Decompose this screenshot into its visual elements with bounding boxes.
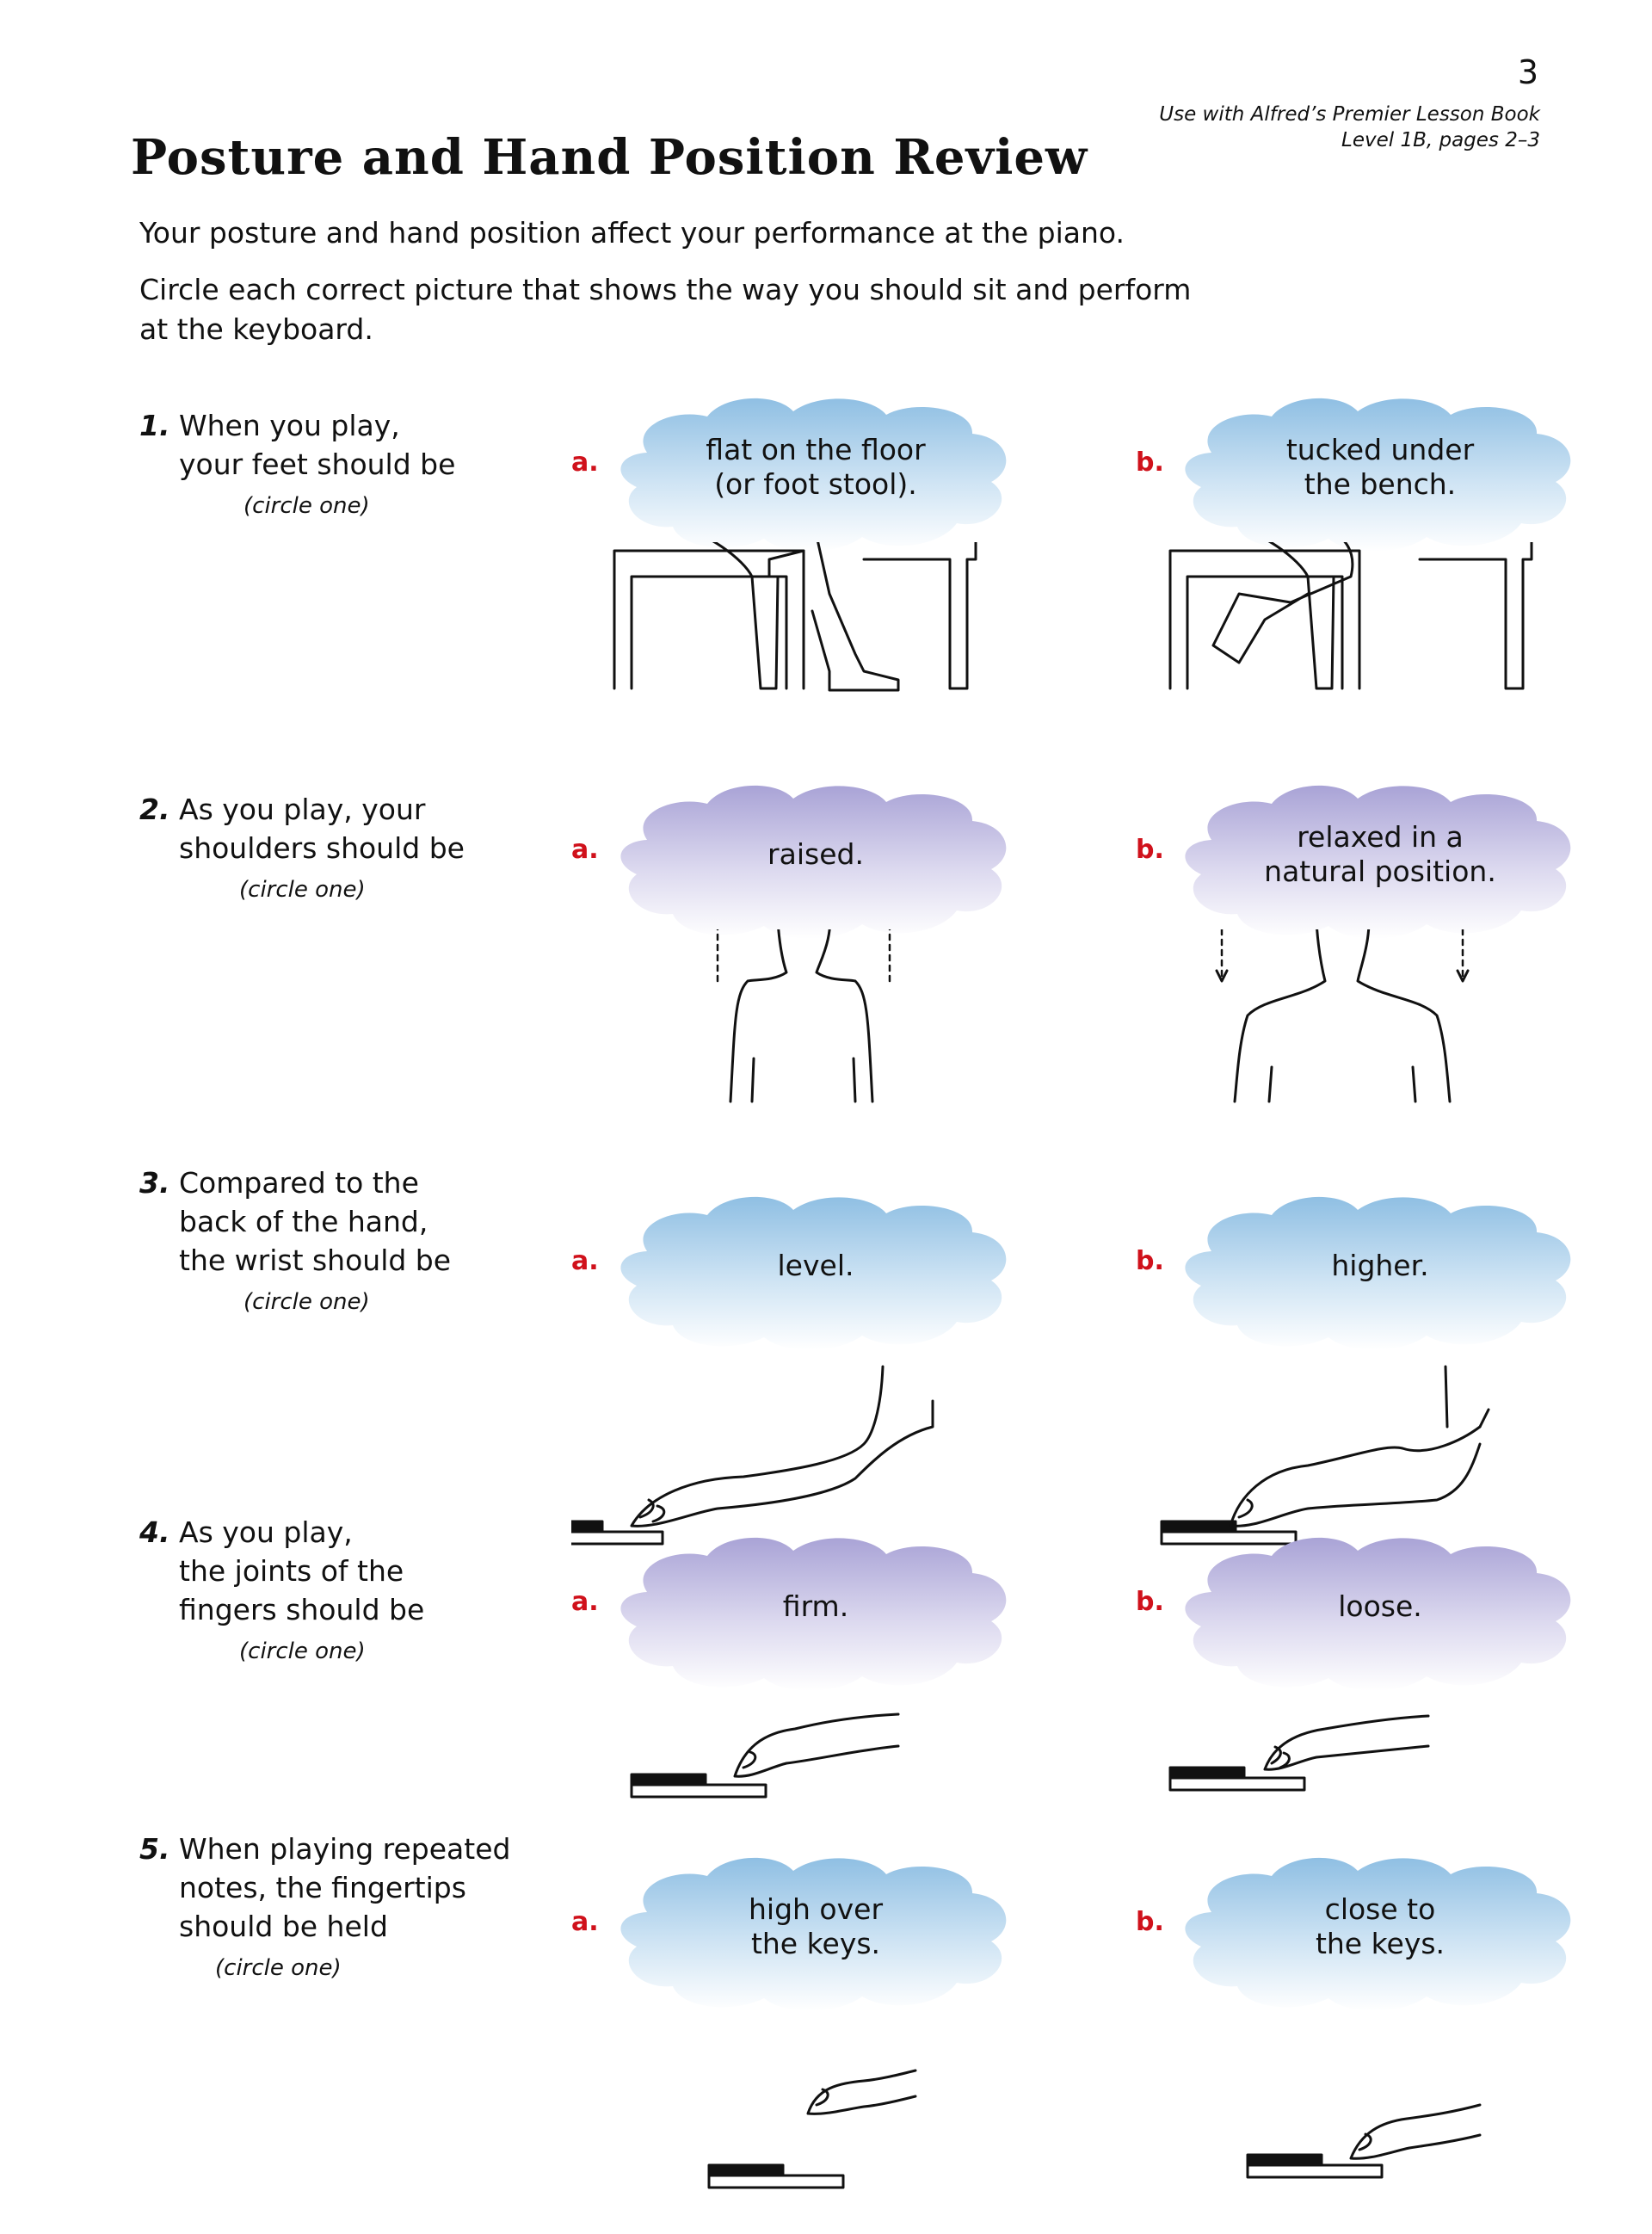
- option-text: firm.: [782, 1589, 849, 1623]
- question-number: 3.: [139, 1166, 170, 1200]
- question-number: 4.: [139, 1515, 170, 1549]
- question-text: As you play, the joints of the fingers should be: [179, 1515, 425, 1626]
- page-number: 3: [1517, 53, 1538, 91]
- option-text: raised.: [767, 837, 864, 871]
- question-5-option-a[interactable]: [571, 1892, 1019, 2234]
- question-number: 5.: [139, 1832, 170, 1866]
- option-letter: b.: [1136, 835, 1164, 865]
- question-3-option-b[interactable]: [1136, 1246, 1583, 1573]
- source-note-line-1: Use with Alfred’s Premier Lesson Book: [1159, 103, 1540, 126]
- question-hint: (circle one): [243, 493, 370, 519]
- option-letter: b.: [1136, 447, 1164, 478]
- option-text: high over the keys.: [748, 1892, 884, 1960]
- option-text: close to the keys.: [1315, 1892, 1446, 1960]
- feet-tucked-illustration: [1136, 542, 1583, 774]
- source-note-line-2: Level 1B, pages 2–3: [1341, 129, 1540, 151]
- question-4: [139, 1513, 535, 1671]
- page-title: Posture and Hand Position Review: [131, 129, 1088, 186]
- option-text: flat on the floor (or foot stool).: [706, 433, 926, 501]
- question-hint: (circle one): [239, 1638, 366, 1664]
- question-1-option-a[interactable]: [571, 433, 1019, 774]
- question-text: When playing repeated notes, the fingertips should be held: [179, 1832, 511, 1943]
- question-number: 1.: [139, 409, 170, 442]
- option-letter: a.: [571, 1907, 599, 1937]
- question-3-option-a[interactable]: [571, 1246, 1019, 1573]
- option-text: relaxed in a natural position.: [1264, 820, 1496, 888]
- option-text: higher.: [1331, 1249, 1429, 1282]
- fingertips-close-illustration: [1136, 2002, 1583, 2234]
- question-3: [139, 1163, 535, 1322]
- question-text: When you play, your feet should be: [179, 409, 456, 481]
- option-letter: b.: [1136, 1587, 1164, 1617]
- option-text: loose.: [1338, 1589, 1422, 1623]
- option-letter: a.: [571, 447, 599, 478]
- option-letter: b.: [1136, 1907, 1164, 1937]
- question-2-option-a[interactable]: [571, 835, 1019, 1162]
- question-hint: (circle one): [215, 1955, 342, 1981]
- question-2: [139, 790, 535, 910]
- question-5: [139, 1830, 535, 1988]
- option-letter: a.: [571, 1587, 599, 1617]
- question-number: 2.: [139, 793, 170, 826]
- shoulders-relaxed-illustration: [1136, 929, 1583, 1162]
- intro-line-2: Circle each correct picture that shows the way you should sit and perform at the keyboard.: [139, 273, 1192, 346]
- fingertips-high-illustration: [571, 2002, 1019, 2234]
- source-note: [1159, 102, 1540, 153]
- option-letter: a.: [571, 835, 599, 865]
- question-text: Compared to the back of the hand, the wrist should be: [179, 1166, 452, 1277]
- option-letter: a.: [571, 1246, 599, 1276]
- question-text: As you play, your shoulders should be: [179, 793, 465, 865]
- shoulders-raised-illustration: [571, 929, 1019, 1162]
- question-1: [139, 406, 535, 526]
- option-letter: b.: [1136, 1246, 1164, 1276]
- option-text: level.: [777, 1249, 854, 1282]
- question-2-option-b[interactable]: [1136, 820, 1583, 1162]
- option-text: tucked under the bench.: [1285, 433, 1475, 501]
- question-1-option-b[interactable]: [1136, 433, 1583, 774]
- question-hint: (circle one): [243, 1289, 370, 1315]
- feet-flat-illustration: [571, 542, 1019, 774]
- question-5-option-b[interactable]: [1136, 1892, 1583, 2234]
- intro-line-1: Your posture and hand position affect your performance at the piano.: [139, 216, 1125, 250]
- question-hint: (circle one): [239, 877, 366, 903]
